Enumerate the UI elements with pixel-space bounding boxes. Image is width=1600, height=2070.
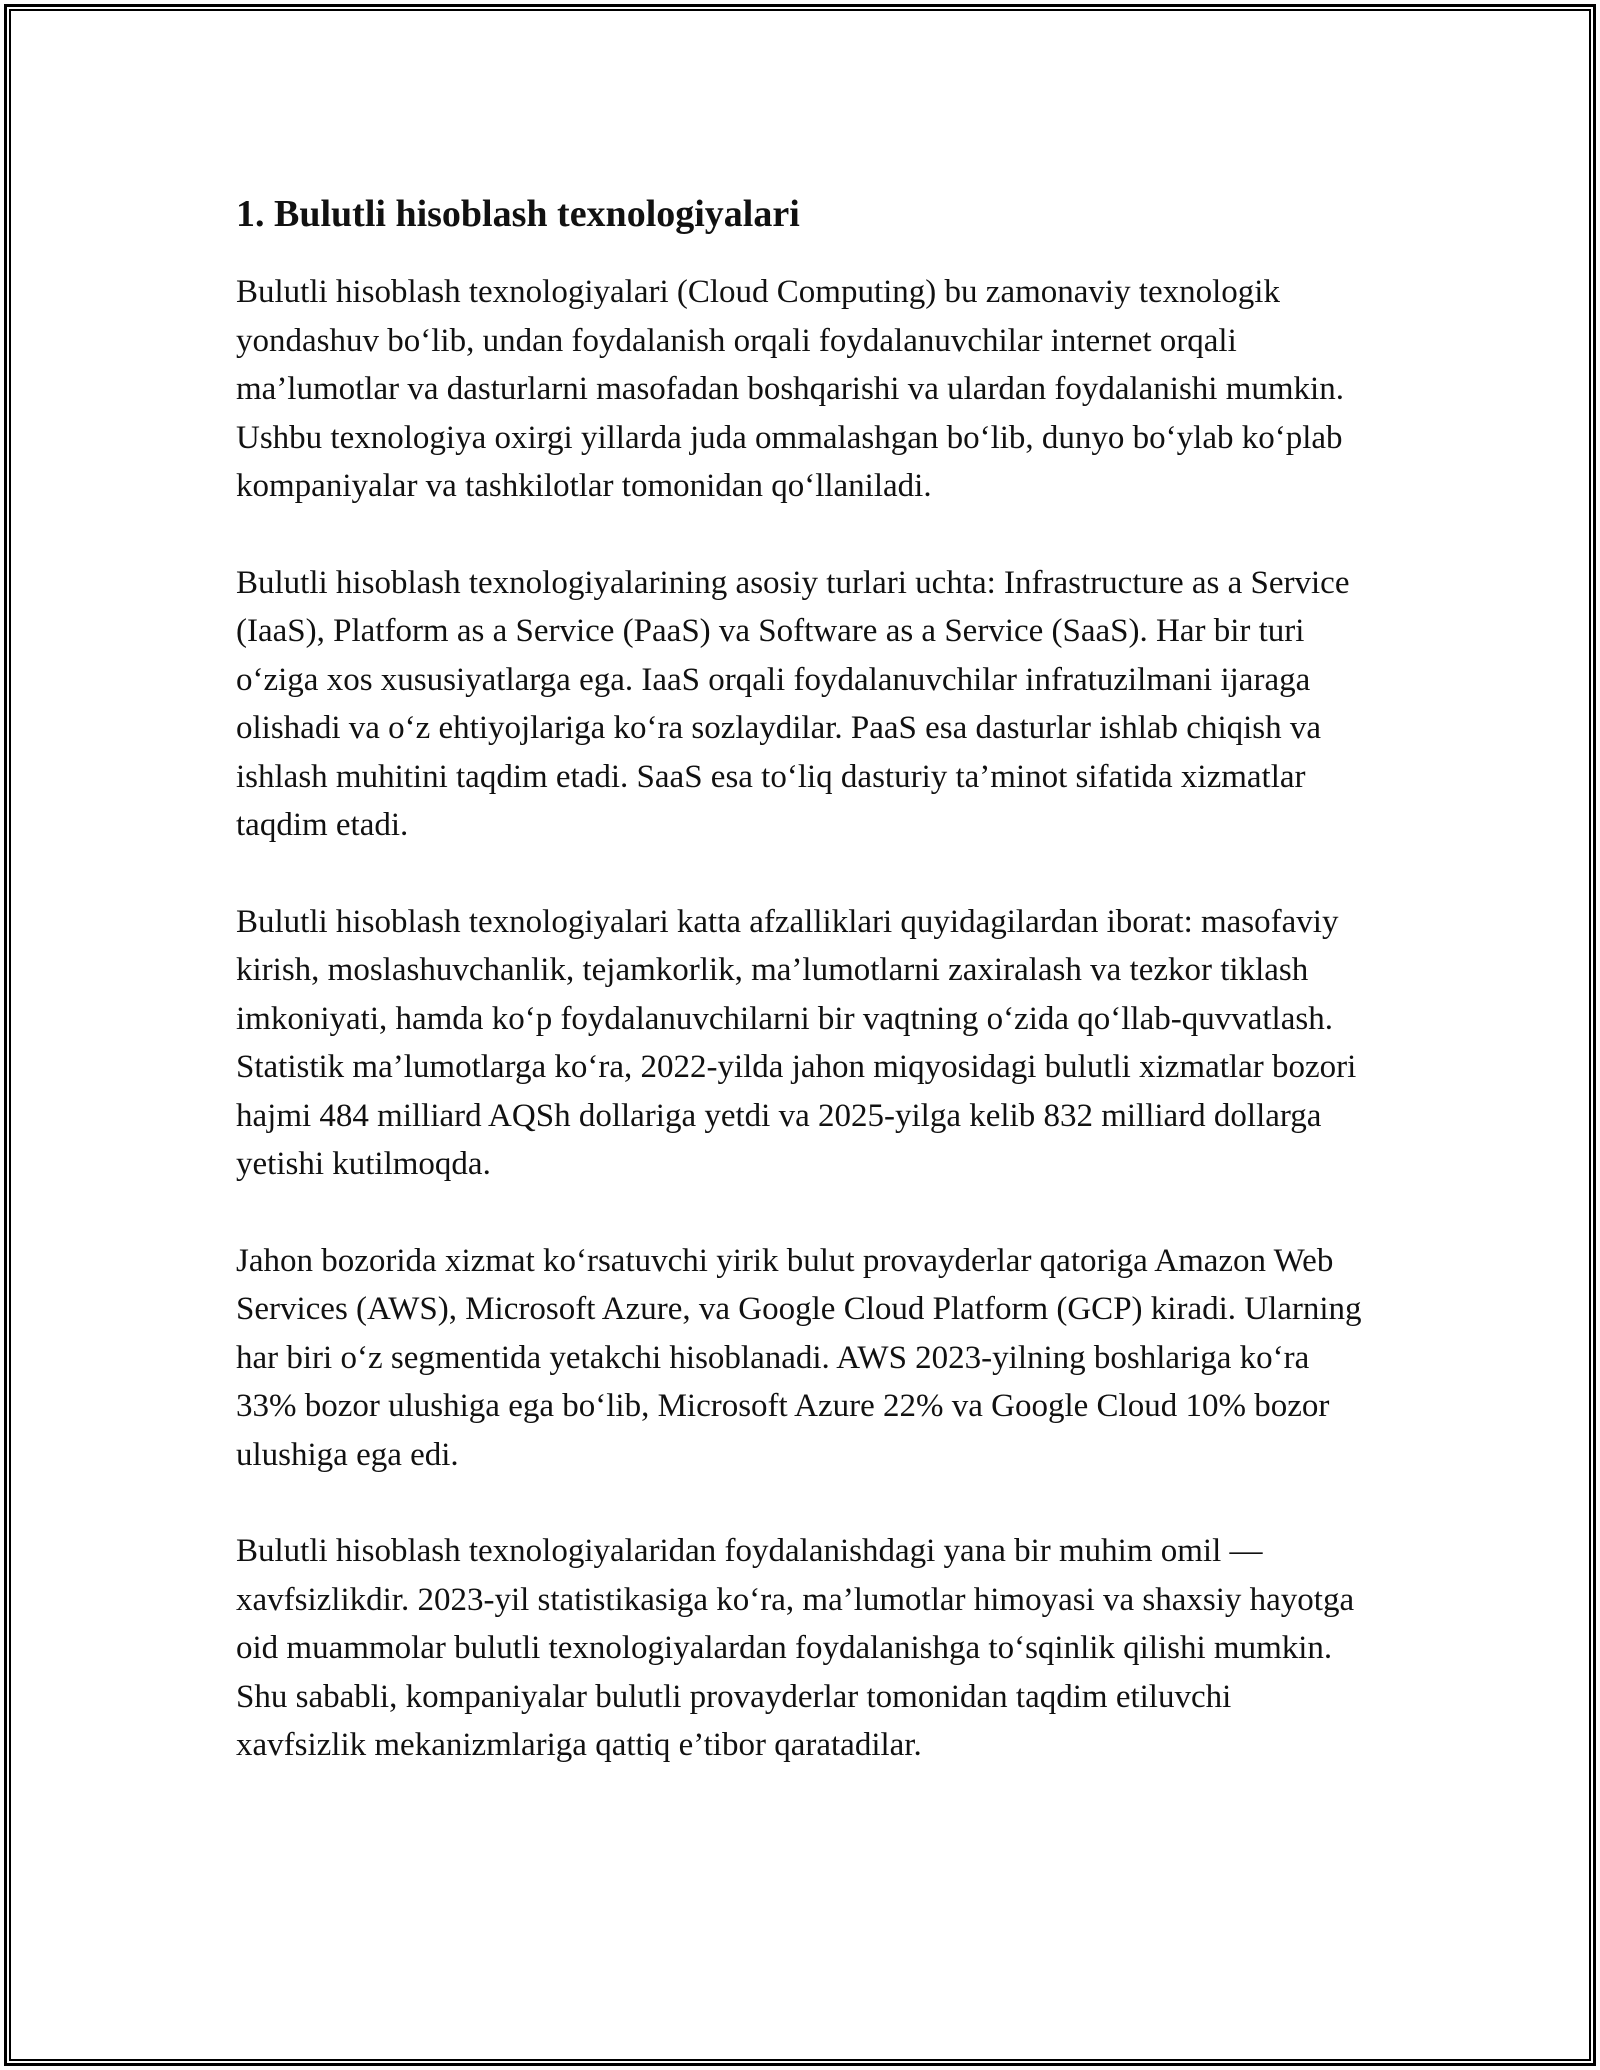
paragraph-advantages: Bulutli hisoblash texnologiyalari katta afzalliklari quyidagilardan iborat: masofaviy kirish, moslashuvchanlik, tejamkorlik, ma’lumotlarni zaxiralash va tezkor tiklash imkoniyati, hamda ko‘p foydalanuvchilarni bir vaqtning o‘zida qo‘llab-quvvatlash. Statistik ma’lumotlarga ko‘ra, 2022-yilda jahon miqyosidagi bulutli xizmatlar bozori hajmi 484 milliard AQSh dollariga yetdi va 2025-yilga kelib 832 milliard dollarga yetishi kutilmoqda.: [236, 903, 1357, 1182]
section-title: 1. Bulutli hisoblash texnologiyalari: [236, 193, 800, 235]
paragraph-providers: Jahon bozorida xizmat ko‘rsatuvchi yirik bulut provayderlar qatoriga Amazon Web Services (AWS), Microsoft Azure, va Google Cloud Platform (GCP) kiradi. Ularning har biri o‘z segmentida yetakchi hisoblanadi. AWS 2023-yilning boshlariga ko‘ra 33% bozor ulushiga ega bo‘lib, Microsoft Azure 22% va Google Cloud 10% bozor ulushiga ega edi.: [236, 1242, 1362, 1473]
paragraph-security: Bulutli hisoblash texnologiyalaridan foydalanishdagi yana bir muhim omil — xavfsizlikdir. 2023-yil statistikasiga ko‘ra, ma’lumotlar himoyasi va shaxsiy hayotga oid muammolar bulutli texnologiyalardan foydalanishga to‘sqinlik qilishi mumkin. Shu sababli, kompaniyalar bulutli provayderlar tomonidan taqdim etiluvchi xavfsizlik mekanizmlariga qattiq e’tibor qaratadilar.: [236, 1533, 1355, 1763]
paragraph-intro: Bulutli hisoblash texnologiyalari (Cloud Computing) bu zamonaviy texnologik yondashuv bo‘lib, undan foydalanish orqali foydalanuvchilar internet orqali ma’lumotlar va dasturlarni masofadan boshqarishi va ulardan foydalanishi mumkin. Ushbu texnologiya oxirgi yillarda juda ommalashgan bo‘lib, dunyo bo‘ylab ko‘plab kompaniyalar va tashkilotlar tomonidan qo‘llaniladi.: [236, 274, 1344, 504]
document-body: [236, 188, 1366, 1818]
paragraph-service-types: Bulutli hisoblash texnologiyalarining asosiy turlari uchta: Infrastructure as a Service (IaaS), Platform as a Service (PaaS) va Software as a Service (SaaS). Har bir turi o‘ziga xos xususiyatlarga ega. IaaS orqali foydalanuvchilar infratuzilmani ijaraga olishadi va o‘z ehtiyojlariga ko‘ra sozlaydilar. PaaS esa dasturlar ishlab chiqish va ishlash muhitini taqdim etadi. SaaS esa to‘liq dasturiy ta’minot sifatida xizmatlar taqdim etadi.: [236, 564, 1350, 843]
